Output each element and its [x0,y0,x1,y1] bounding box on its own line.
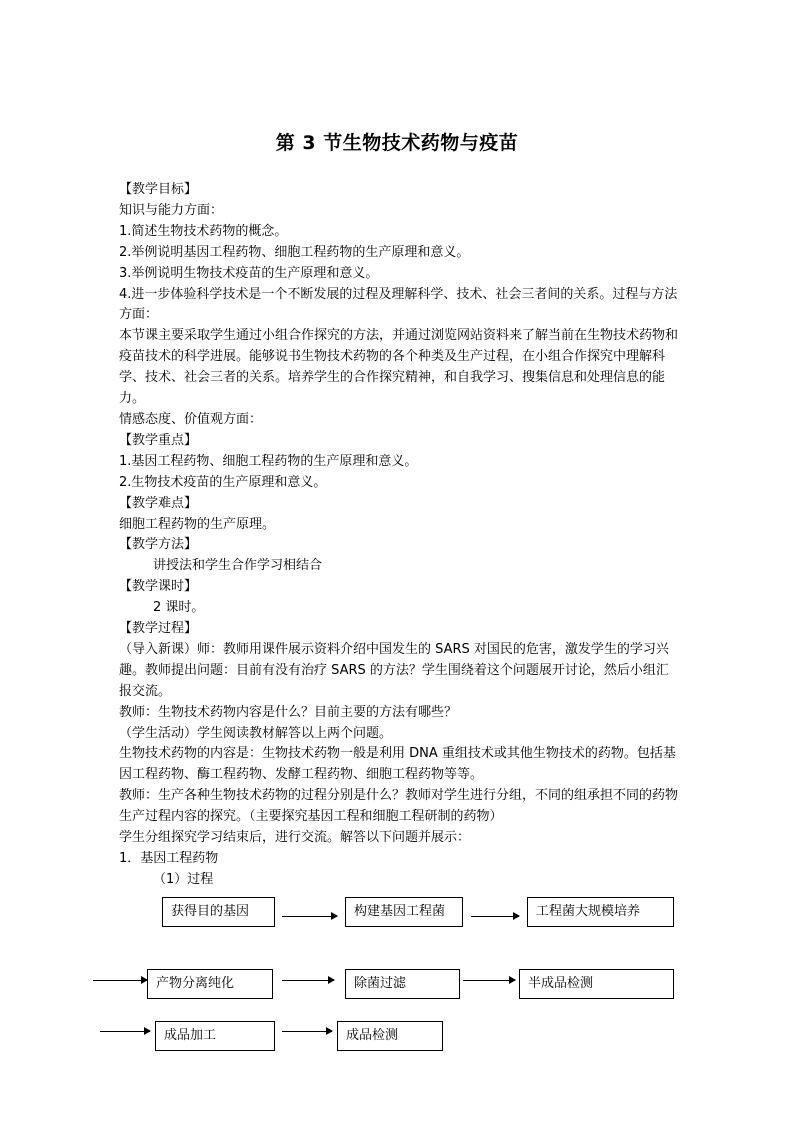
heading-objectives: 【教学目标】 [119,182,198,197]
text-line: 2.举例说明基因工程药物、细胞工程药物的生产原理和意义。 [119,244,470,260]
heading-process: 【教学过程】 [119,621,198,637]
flow-step-box: 半成品检测 [519,969,674,999]
text-paragraph: （导入新课）师：教师用课件展示资料介绍中国发生的 SARS 对国民的危害，激发学生的学习兴趣。教师提出问题：目前有没有治疗 SARS 的方法？学生围绕着这个问题展开讨论，然后小组汇报交流。 [119,641,669,699]
arrow-right-icon [100,1031,150,1032]
flow-step-box: 成品加工 [155,1021,275,1051]
text-line: 情感态度、价值观方面： [119,411,263,427]
text-paragraph: 4.进一步体验科学技术是一个不断发展的过程及理解科学、技术、社会三者间的关系。过程与方法方面： [119,286,678,323]
section-heading: 1．基因工程药物 [119,851,219,866]
flow-step-box: 产物分离纯化 [147,969,273,999]
text-line: 3.举例说明生物技术疫苗的生产原理和意义。 [119,265,379,281]
flow-step-box: 构建基因工程菌 [345,897,463,927]
flow-step-box: 获得目的基因 [162,897,275,927]
text-line: 细胞工程药物的生产原理。 [119,516,276,532]
arrow-right-icon [93,980,147,981]
text-line: 知识与能力方面： [119,202,224,218]
text-line: 教师：生物技术药物内容是什么？目前主要的方法有哪些？ [119,704,458,720]
text-line: 2 课时。 [153,600,205,616]
flow-step-box: 除菌过滤 [345,969,460,999]
subsection-heading: （1）过程 [153,871,214,887]
arrow-right-icon [282,1031,332,1032]
arrow-right-icon [463,980,515,981]
text-line: 1.简述生物技术药物的概念。 [119,223,288,239]
heading-hours: 【教学课时】 [119,579,198,595]
text-line: 讲授法和学生合作学习相结合 [153,558,323,574]
arrow-right-icon [282,980,334,981]
text-line: 1.基因工程药物、细胞工程药物的生产原理和意义。 [119,453,418,469]
text-line: 2.生物技术疫苗的生产原理和意义。 [119,474,327,490]
flow-step-box: 工程菌大规模培养 [527,897,674,927]
text-paragraph: 本节课主要采取学生通过小组合作探究的方法，并通过浏览网站资料来了解当前在生物技术药物和疫苗技术的科学进展。能够说书生物技术药物的各个种类及生产过程，在小组合作探究中理解科学、技术、社会三者的关系。培养学生的合作探究精神，和自我学习、搜集信息和处理信息的能力。 [119,328,679,407]
arrow-right-icon [282,916,337,917]
text-line: 学生分组探究学习结束后，进行交流。解答以下问题并展示： [119,830,471,846]
arrow-right-icon [471,916,519,917]
heading-methods: 【教学方法】 [119,537,198,553]
flow-step-box: 成品检测 [337,1021,443,1051]
heading-difficulties: 【教学难点】 [119,495,198,511]
text-paragraph: 教师：生产各种生物技术药物的过程分别是什么？教师对学生进行分组，不同的组承担不同的药物生产过程内容的探究。（主要探究基因工程和细胞工程研制的药物） [119,788,679,825]
page-title: 第 3 节生物技术药物与疫苗 [275,132,519,154]
text-line: （学生活动）学生阅读教材解答以上两个问题。 [119,725,393,741]
heading-key-points: 【教学重点】 [119,432,198,448]
text-paragraph: 生物技术药物的内容是：生物技术药物一般是利用 DNA 重组技术或其他生物技术的药物。包括基因工程药物、酶工程药物、发酵工程药物、细胞工程药物等等。 [119,746,676,783]
